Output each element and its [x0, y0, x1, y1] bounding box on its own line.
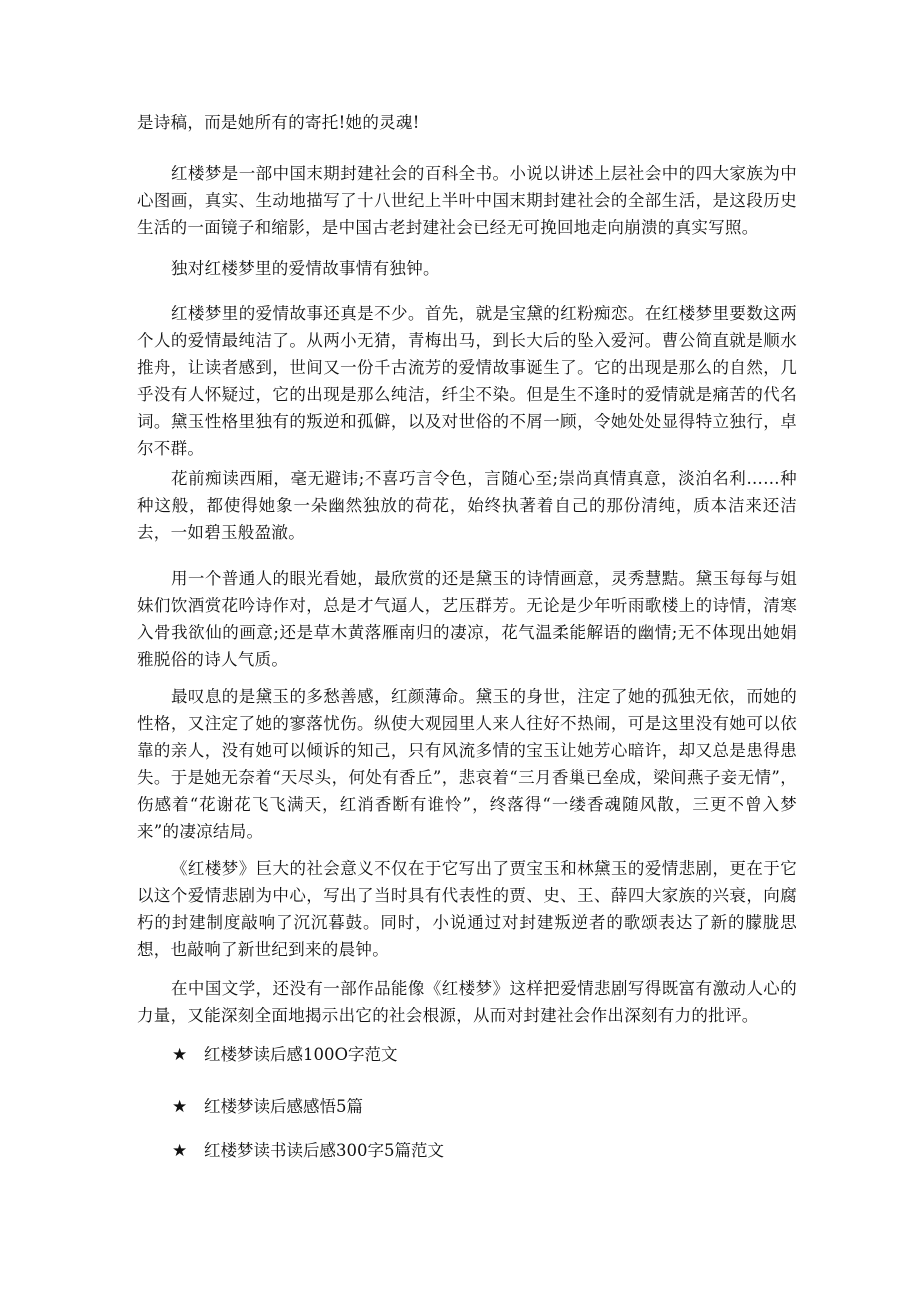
- paragraph-encyclopedia: 红楼梦是一部中国末期封建社会的百科全书。小说以讲述上层社会中的四大家族为中心图画，真实、生动地描写了十八世纪上半叶中国末期封建社会的全部生活，是这段历史生活的一面镜子和缩影，是中国古老封建社会已经无可挽回地走向崩溃的真实写照。: [137, 164, 797, 237]
- paragraph-love-story-intro: 独对红楼梦里的爱情故事情有独钟。: [171, 259, 440, 278]
- star-icon: ★: [172, 1097, 188, 1117]
- related-link-label: 红楼梦读后感感悟5篇: [204, 1097, 363, 1116]
- paragraph-chinese-literature: 在中国文学，还没有一部作品能像《红楼梦》这样把爱情悲剧写得既富有激动人心的力量，又能深刻全面地揭示出它的社会根源，从而对封建社会作出深刻有力的批评。: [137, 979, 797, 1025]
- star-icon: ★: [172, 1141, 188, 1161]
- paragraph-continuation: 是诗稿，而是她所有的寄托!她的灵魂!: [137, 113, 420, 132]
- paragraph-poetic-qualities: 用一个普通人的眼光看她，最欣赏的还是黛玉的诗情画意，灵秀慧黠。黛玉每每与姐妹们饮酒赏花吟诗作对，总是才气逼人，艺压群芳。无论是少年听雨歌楼上的诗情，清寒入骨我欲仙的画意;还是草木黄落雁南归的凄凉，花气温柔能解语的幽情;无不体现出她娟雅脱俗的诗人气质。: [137, 569, 797, 669]
- related-link-3[interactable]: [172, 1137, 444, 1165]
- paragraph-social-significance: 《红楼梦》巨大的社会意义不仅在于它写出了贾宝玉和林黛玉的爱情悲剧，更在于它以这个爱情悲剧为中心，写出了当时具有代表性的贾、史、王、薛四大家族的兴衰，向腐朽的封建制度敲响了沉沉暮鼓。同时，小说通过对封建叛逆者的歌颂表达了新的朦胧思想，也敲响了新世纪到来的晨钟。: [137, 859, 797, 959]
- related-link-label: 红楼梦读后感100O字范文: [204, 1045, 398, 1064]
- paragraph-melancholy: 最叹息的是黛玉的多愁善感，红颜薄命。黛玉的身世，注定了她的孤独无依，而她的性格，又注定了她的寥落忧伤。纵使大观园里人来人往好不热闹，可是这里没有她可以依靠的亲人，没有她可以倾诉的知己，只有风流多情的宝玉让她芳心暗许，却又总是患得患失。于是她无奈着“天尽头，何处有香丘”，悲哀着“三月香巢已垒成，梁间燕子妾无情”，伤感着“花谢花飞飞满天，红消香断有谁怜”，终落得“一缕香魂随风散，三更不曾入梦来”的凄凉结局。: [137, 687, 797, 841]
- related-link-label: 红楼梦读书读后感300字5篇范文: [204, 1141, 444, 1160]
- star-icon: ★: [172, 1045, 188, 1065]
- related-link-2[interactable]: [172, 1093, 363, 1121]
- related-link-1[interactable]: [172, 1041, 398, 1069]
- paragraph-baodai-love: 红楼梦里的爱情故事还真是不少。首先，就是宝黛的红粉痴恋。在红楼梦里要数这两个人的爱情最纯洁了。从两小无猜，青梅出马，到长大后的坠入爱河。曹公简直就是顺水推舟，让读者感到，世间又一份千古流芳的爱情故事诞生了。它的出现是那么的自然，几乎没有人怀疑过，它的出现是那么纯洁，纤尘不染。但是生不逢时的爱情就是痛苦的代名词。黛玉性格里独有的叛逆和孤僻，以及对世俗的不屑一顾，令她处处显得特立独行，卓尔不群。: [137, 304, 797, 458]
- paragraph-xixiang: 花前痴读西厢，毫无避讳;不喜巧言令色，言随心至;崇尚真情真意，淡泊名利……种种这般，都使得她象一朵幽然独放的荷花，始终执著着自己的那份清纯，质本洁来还洁去，一如碧玉般盈澈。: [137, 469, 797, 542]
